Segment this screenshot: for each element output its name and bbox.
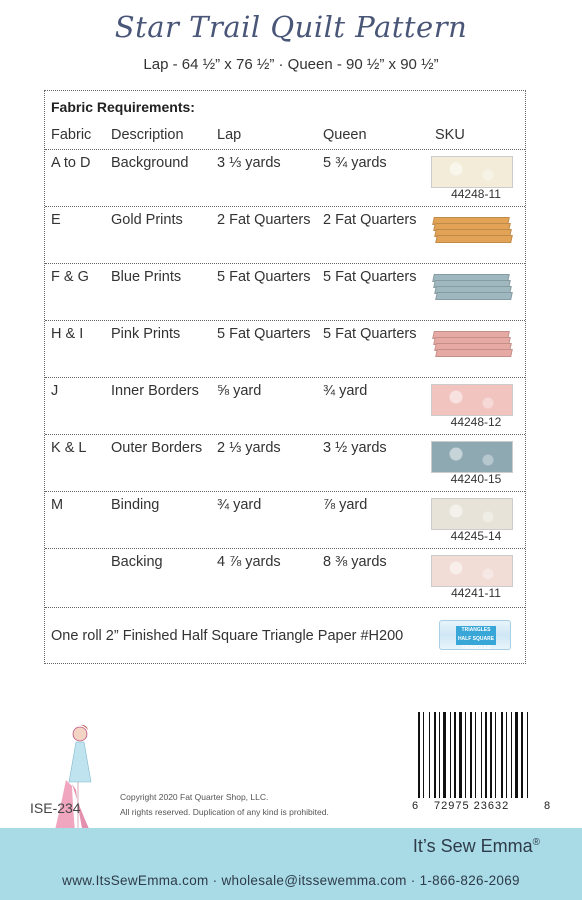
barcode-bar xyxy=(506,712,507,798)
barcode-bar xyxy=(429,712,430,798)
barcode-bar xyxy=(493,712,494,798)
table-row xyxy=(45,320,525,377)
barcode-bar xyxy=(524,712,526,798)
description-cell: Background xyxy=(111,155,189,171)
sku-cell: 44248-12 xyxy=(450,415,502,429)
lap-cell: 3 ⅓ yards xyxy=(217,155,281,171)
triangle-paper-text: One roll 2” Finished Half Square Triangle Paper #H200 xyxy=(51,628,404,644)
barcode-bar xyxy=(529,712,530,798)
sku-cell: 44248-11 xyxy=(451,187,501,201)
brand-name xyxy=(413,836,540,857)
barcode-bar xyxy=(475,712,476,798)
queen-cell: 3 ½ yards xyxy=(323,440,387,456)
barcode-bar xyxy=(421,712,422,798)
barcode-bar xyxy=(483,712,484,798)
fabric-swatch xyxy=(431,384,513,416)
fabric-cell: J xyxy=(51,383,59,399)
description-cell: Backing xyxy=(111,554,163,570)
fabric-cell: F & G xyxy=(51,269,89,285)
description-cell: Pink Prints xyxy=(111,326,181,342)
table-row xyxy=(45,263,525,320)
fabric-cell: M xyxy=(51,497,64,513)
barcode-bar xyxy=(497,712,500,798)
queen-cell: 8 ⅜ yards xyxy=(323,554,387,570)
sku-cell: 44241-11 xyxy=(451,586,501,600)
table-row xyxy=(45,149,525,206)
barcode xyxy=(412,712,552,816)
barcode-bar xyxy=(477,712,480,798)
barcode-bar xyxy=(431,712,433,798)
rights-line: All rights reserved. Duplication of any kind is prohibited. xyxy=(120,807,329,817)
lap-cell: 5 Fat Quarters xyxy=(217,326,311,342)
contact-line: www.ItsSewEmma.com · wholesale@itssewemma.com · 1-866-826-2069 xyxy=(62,873,520,888)
fabric-swatch xyxy=(431,498,513,530)
fabric-swatch xyxy=(431,555,513,587)
col-sku: SKU xyxy=(435,127,465,143)
barcode-bar xyxy=(527,712,528,798)
barcode-bar xyxy=(418,712,420,798)
description-cell: Inner Borders xyxy=(111,383,199,399)
fabric-cell: K & L xyxy=(51,440,87,456)
barcode-bar xyxy=(443,712,446,798)
barcode-bar xyxy=(490,712,492,798)
barcode-bar xyxy=(434,712,436,798)
fabric-stack-image xyxy=(431,270,513,302)
queen-cell: 5 Fat Quarters xyxy=(323,269,417,285)
pattern-title: Star Trail Quilt Pattern xyxy=(114,10,468,44)
table-row xyxy=(45,434,525,491)
barcode-bar xyxy=(454,712,456,798)
brand-text: It’s Sew Emma xyxy=(412,836,533,856)
lap-cell: ¾ yard xyxy=(217,497,262,513)
table-row xyxy=(45,491,525,548)
table-row xyxy=(45,206,525,263)
fabric-stack-image xyxy=(431,327,513,359)
col-description: Description xyxy=(111,127,184,143)
barcode-bar xyxy=(488,712,489,798)
col-lap: Lap xyxy=(217,127,242,143)
description-cell: Gold Prints xyxy=(111,212,183,228)
queen-cell: ⅞ yard xyxy=(323,497,368,513)
barcode-bar xyxy=(515,712,518,798)
lap-cell: ⅝ yard xyxy=(217,383,262,399)
barcode-bar xyxy=(495,712,496,798)
fabric-cell: E xyxy=(51,212,61,228)
copyright-notice xyxy=(120,790,329,820)
lap-cell: 2 Fat Quarters xyxy=(217,212,311,228)
lap-cell: 4 ⅞ yards xyxy=(217,554,281,570)
triangle-paper-roll-image xyxy=(439,620,511,650)
barcode-digit-main: 72975 23632 xyxy=(434,800,510,812)
fabric-cell: H & I xyxy=(51,326,84,342)
barcode-bar xyxy=(501,712,503,798)
barcode-bar xyxy=(465,712,466,798)
barcode-bar xyxy=(463,712,464,798)
barcode-bar xyxy=(439,712,440,798)
description-cell: Outer Borders xyxy=(111,440,203,456)
barcode-bar xyxy=(521,712,523,798)
lap-cell: 2 ⅓ yards xyxy=(217,440,281,456)
fabric-swatch xyxy=(431,441,513,473)
fabric-swatch xyxy=(431,156,513,188)
barcode-bar xyxy=(423,712,424,798)
quilt-sizes: Lap - 64 ½” x 76 ½” · Queen - 90 ½” x 90 ½” xyxy=(143,56,439,73)
copyright-line: Copyright 2020 Fat Quarter Shop, LLC. xyxy=(120,792,269,802)
barcode-bar xyxy=(450,712,451,798)
barcode-digit-lead: 6 xyxy=(412,800,420,812)
description-cell: Binding xyxy=(111,497,160,513)
queen-cell: 5 ¾ yards xyxy=(323,155,387,171)
notions-row xyxy=(45,607,525,664)
col-fabric: Fabric xyxy=(51,127,92,143)
barcode-bar xyxy=(452,712,453,798)
barcode-bar xyxy=(485,712,487,798)
triangle-paper-label: TRIANGLES HALF SQUARE TRIANGLES xyxy=(457,627,495,651)
registered-mark: ® xyxy=(532,837,540,848)
barcode-bar xyxy=(473,712,474,798)
sku-cell: 44240-15 xyxy=(450,472,502,486)
col-queen: Queen xyxy=(323,127,367,143)
sku-cell: 44245-14 xyxy=(450,529,502,543)
barcode-bar xyxy=(508,712,510,798)
barcode-bar xyxy=(437,712,438,798)
queen-cell: 2 Fat Quarters xyxy=(323,212,417,228)
fabric-cell: A to D xyxy=(51,155,91,171)
barcode-bar xyxy=(470,712,472,798)
barcode-bars xyxy=(418,712,548,798)
barcode-digit-check: 8 xyxy=(544,800,552,812)
barcode-bar xyxy=(425,712,428,798)
barcode-bar xyxy=(441,712,442,798)
queen-cell: ¾ yard xyxy=(323,383,368,399)
requirements-title: Fabric Requirements: xyxy=(51,99,195,115)
table-header xyxy=(45,127,525,147)
description-cell: Blue Prints xyxy=(111,269,182,285)
barcode-bar xyxy=(511,712,512,798)
barcode-bar xyxy=(481,712,482,798)
barcode-bar xyxy=(504,712,505,798)
table-row xyxy=(45,548,525,605)
barcode-bar xyxy=(447,712,449,798)
barcode-bar xyxy=(519,712,520,798)
fabric-stack-image xyxy=(431,213,513,245)
pattern-code: ISE-234 xyxy=(30,800,81,816)
lap-cell: 5 Fat Quarters xyxy=(217,269,311,285)
barcode-bar xyxy=(457,712,458,798)
barcode-bar xyxy=(459,712,462,798)
fabric-requirements-box xyxy=(44,90,526,664)
barcode-bar xyxy=(513,712,514,798)
table-row xyxy=(45,377,525,434)
queen-cell: 5 Fat Quarters xyxy=(323,326,417,342)
barcode-bar xyxy=(467,712,469,798)
